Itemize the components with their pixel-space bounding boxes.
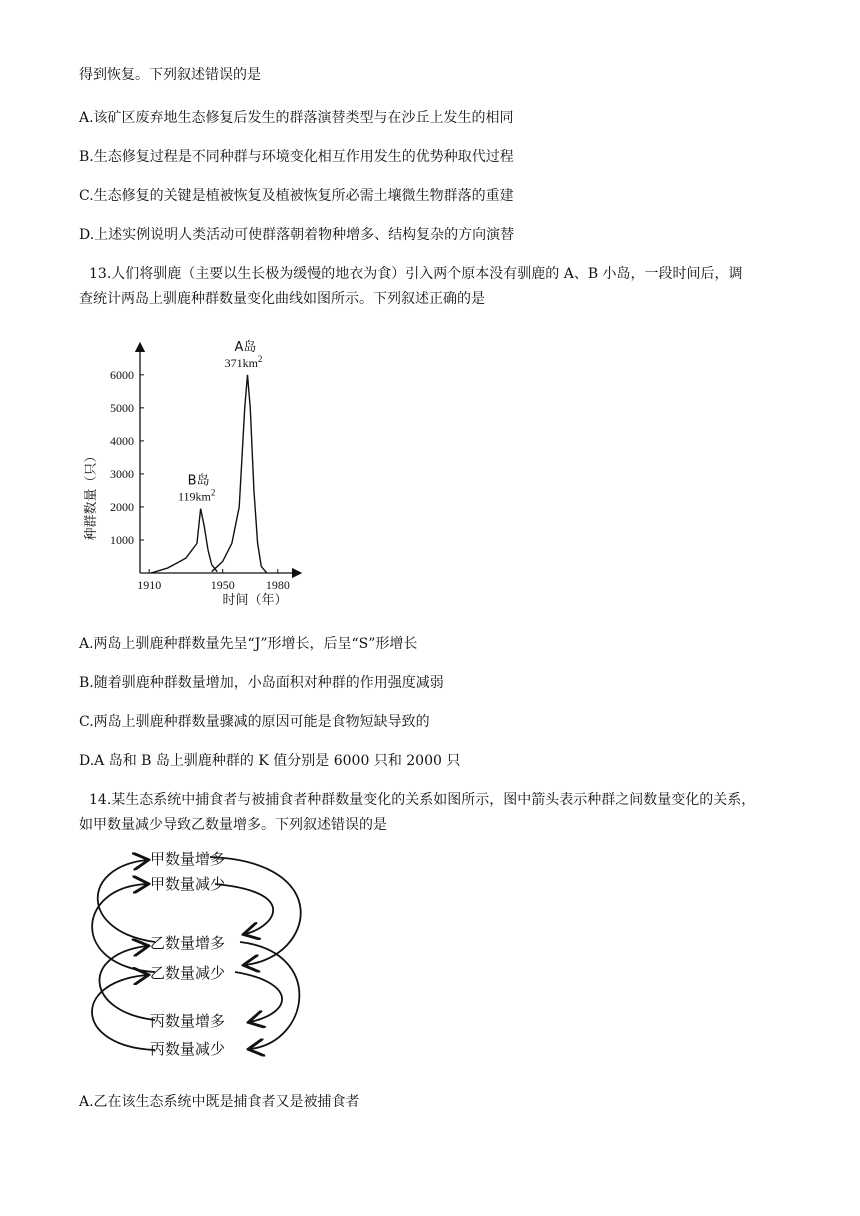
q13-option-b: B.随着驯鹿种群数量增加，小岛面积对种群的作用强度减弱 — [79, 675, 444, 691]
label-jia-decrease: 甲数量减少 — [150, 875, 226, 893]
q12-option-d: D.上述实例说明人类活动可使群落朝着物种增多、结构复杂的方向演替 — [79, 227, 515, 243]
q13-option-d: D.A 岛和 B 岛上驯鹿种群的 K 值分别是 6000 只和 2000 只 — [79, 753, 461, 769]
label-bing-decrease: 丙数量减少 — [150, 1040, 226, 1058]
label-yi-increase: 乙数量增多 — [150, 934, 226, 952]
q13-option-a: A.两岛上驯鹿种群数量先呈“J”形增长，后呈“S”形增长 — [79, 636, 418, 652]
chart-y-tick-label: 3000 — [110, 466, 134, 481]
arrow-bing-decrease-to-yi-decrease — [92, 975, 155, 1050]
series-label-b-area: $119km^2$ — [177, 487, 216, 504]
chart-x-tick-label: 1910 — [137, 578, 162, 592]
arrow-yi-decrease-to-bing-increase — [235, 972, 282, 1022]
q14-stem-line2: 如甲数量减少导致乙数量增多。下列叙述错误的是 — [79, 817, 387, 833]
chart-y-tick-label: 6000 — [110, 367, 134, 382]
chart-x-tick-label: 1950 — [210, 578, 235, 592]
series-label-a-name: A岛 — [234, 339, 257, 355]
label-bing-increase: 丙数量增多 — [150, 1012, 226, 1030]
chart-x-tick-label: 1980 — [265, 578, 290, 592]
arrow-yi-increase-to-jia-increase — [98, 860, 155, 942]
q13-stem-line1: 13.人们将驯鹿（主要以生长极为缓慢的地衣为食）引入两个原本没有驯鹿的 A、B 小岛，一段时间后，调 — [89, 266, 743, 282]
series-line-b-island — [151, 509, 217, 573]
q13-stem-line2: 查统计两岛上驯鹿种群数量变化曲线如图所示。下列叙述正确的是 — [79, 291, 485, 307]
label-jia-increase: 甲数量增多 — [150, 850, 226, 868]
q12-tail: 得到恢复。下列叙述错误的是 — [79, 67, 261, 83]
q13-option-c: C.两岛上驯鹿种群数量骤减的原因可能是食物短缺导致的 — [79, 714, 430, 730]
chart-y-tick-label: 2000 — [110, 499, 134, 514]
q14-stem-line1: 14.某生态系统中捕食者与被捕食者种群数量变化的关系如图所示，图中箭头表示种群之间数量变化的关系， — [89, 792, 756, 808]
series-line-a-island — [212, 375, 267, 573]
chart-y-tick-label: 1000 — [110, 532, 134, 547]
arrow-yi-decrease-to-jia-decrease — [92, 884, 155, 972]
q14-option-a: A.乙在该生态系统中既是捕食者又是被捕食者 — [79, 1094, 360, 1110]
chart-y-tick-label: 5000 — [110, 400, 134, 415]
series-label-b-name: B岛 — [187, 473, 210, 489]
chart-ylabel: 种群数量（只） — [84, 449, 99, 541]
q13-population-chart — [75, 325, 305, 615]
series-label-a-area: $371km^2$ — [224, 353, 263, 370]
chart-y-tick-label: 4000 — [110, 433, 134, 448]
q12-option-c: C.生态修复的关键是植被恢复及植被恢复所必需土壤微生物群落的重建 — [79, 188, 514, 204]
chart-xlabel: 时间（年） — [222, 593, 288, 608]
q12-option-b: B.生态修复过程是不同种群与环境变化相互作用发生的优势种取代过程 — [79, 149, 514, 165]
q14-relation-diagram — [85, 842, 315, 1072]
label-yi-decrease: 乙数量减少 — [150, 964, 226, 982]
q12-option-a: A.该矿区废弃地生态修复后发生的群落演替类型与在沙丘上发生的相同 — [79, 110, 514, 126]
